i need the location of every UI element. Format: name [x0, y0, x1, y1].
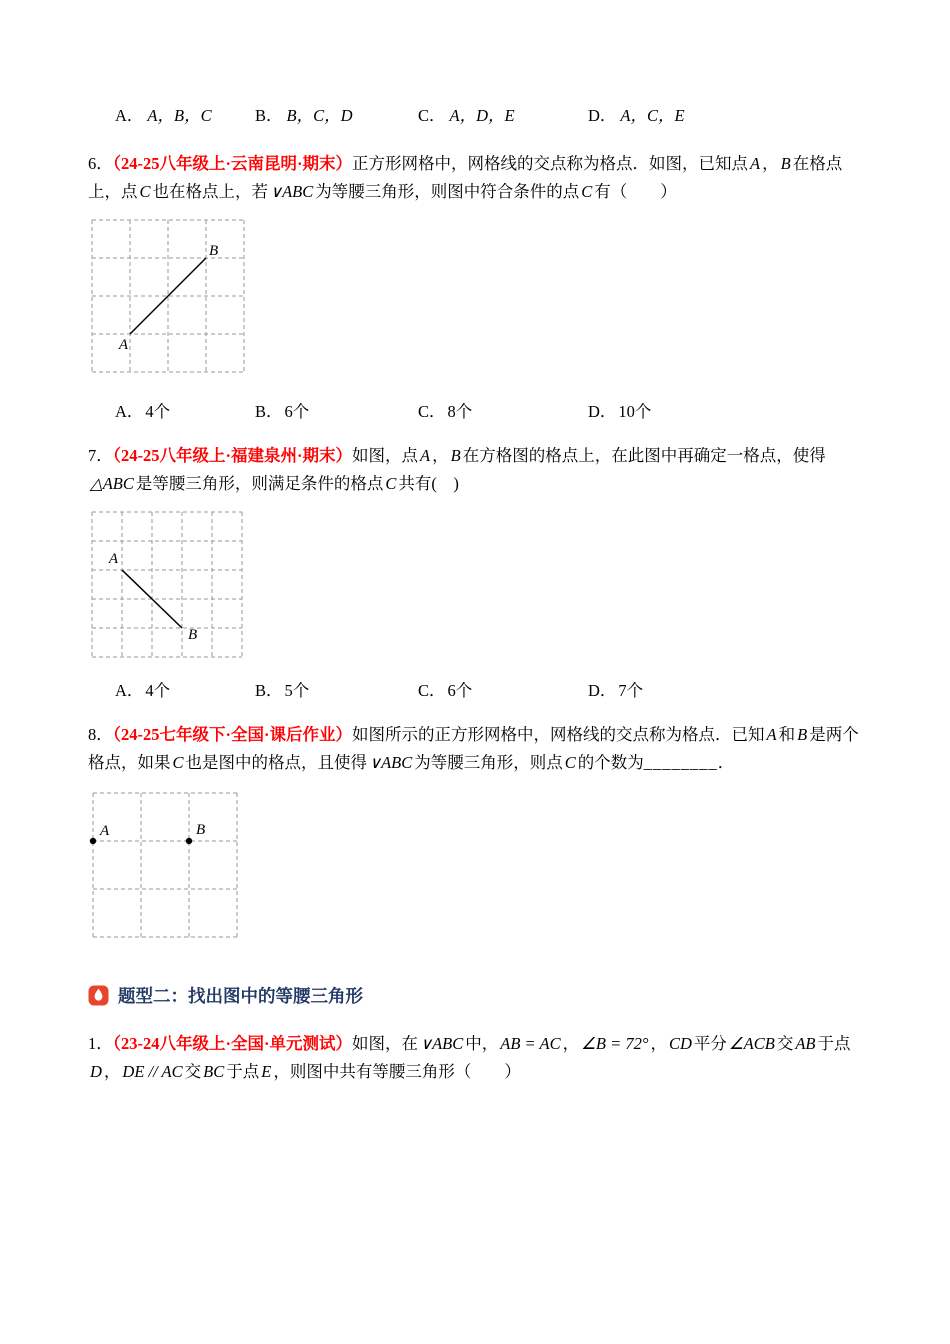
option-b — [255, 398, 418, 426]
question-8-text — [88, 721, 872, 777]
option-d — [588, 102, 872, 130]
text-segment: ∠B = 72° — [581, 1034, 649, 1053]
option-letter: B． — [255, 681, 283, 700]
text-segment: C — [172, 753, 184, 772]
point-label-a: A — [100, 823, 110, 839]
option-c — [418, 102, 588, 130]
option-d — [588, 677, 872, 705]
option-letter: C． — [418, 106, 446, 125]
option-a — [115, 398, 255, 426]
option-letter: A． — [115, 681, 144, 700]
text-segment: 也是图中的格点，且使得 — [185, 753, 368, 772]
option-letter: B． — [255, 402, 283, 421]
grid-figure-q7 — [88, 508, 872, 661]
question-7-options-row — [115, 677, 872, 705]
text-segment: 交 — [776, 1034, 794, 1053]
question-number: 1． — [88, 1034, 113, 1053]
text-segment: BC — [203, 1062, 225, 1081]
option-b — [255, 677, 418, 705]
question-source: （24-25八年级上·福建泉州·期末） — [112, 446, 352, 465]
text-segment: 如图，在 — [352, 1034, 418, 1053]
text-segment: △ABC — [90, 474, 134, 493]
text-segment: 在格点上，点 — [88, 154, 843, 201]
question-source: （24-25七年级下·全国·课后作业） — [112, 725, 352, 744]
text-segment: AB = AC — [500, 1034, 561, 1053]
option-letter: D． — [588, 681, 617, 700]
text-segment: C — [581, 182, 593, 201]
text-segment: ∠ACB — [728, 1034, 775, 1053]
text-segment: 于点 — [226, 1062, 260, 1081]
text-segment: C — [564, 753, 576, 772]
text-segment: 为等腰三角形，则图中符合条件的点 — [315, 182, 580, 201]
option-text: 4个 — [145, 402, 171, 421]
grid-figure-q6-svg — [88, 216, 248, 376]
question-number: 7． — [88, 446, 113, 465]
grid-figure-q7-svg — [88, 508, 246, 661]
text-segment: CD — [668, 1034, 692, 1053]
option-a — [115, 102, 255, 130]
text-segment: ∨ABC — [270, 182, 314, 201]
text-segment: B — [780, 154, 791, 173]
option-letter: A． — [115, 106, 144, 125]
point-label-b: B — [188, 627, 198, 643]
dashed-grid — [93, 793, 237, 937]
text-segment: ________ — [643, 753, 718, 772]
text-segment: 交 — [184, 1062, 202, 1081]
text-segment: C — [139, 182, 151, 201]
option-letter: C． — [418, 681, 446, 700]
text-segment: ，则图中共有等腰三角形（ ） — [273, 1062, 521, 1081]
text-segment: 有（ ） — [594, 182, 677, 201]
option-b — [255, 102, 418, 130]
text-segment: DE // AC — [122, 1062, 183, 1081]
flame-badge-icon — [88, 985, 109, 1006]
text-segment: D — [90, 1062, 102, 1081]
option-text: 10个 — [618, 402, 652, 421]
option-c — [418, 398, 588, 426]
option-c — [418, 677, 588, 705]
option-text: 8个 — [447, 402, 473, 421]
text-segment: A — [420, 446, 431, 465]
question-number: 8． — [88, 725, 113, 744]
text-segment: ． — [717, 753, 735, 772]
text-segment: 也在格点上，若 — [152, 182, 269, 201]
option-text: A，D，E — [449, 106, 515, 125]
text-segment: AB — [795, 1034, 816, 1053]
text-segment: ， — [562, 1034, 580, 1053]
point-label-b: B — [209, 243, 219, 259]
question-number: 6． — [88, 154, 113, 173]
text-segment: 在方格图的格点上，在此图中再确定一格点，使得 — [462, 446, 826, 465]
text-segment: ∨ABC — [369, 753, 413, 772]
text-segment: 平分 — [693, 1034, 727, 1053]
text-segment: ， — [432, 446, 449, 465]
option-text: A，B，C — [147, 106, 212, 125]
option-text: 7个 — [618, 681, 644, 700]
text-segment: 共有( ) — [398, 474, 459, 493]
option-text: 6个 — [284, 402, 310, 421]
question-7-text — [88, 442, 872, 498]
text-segment: A — [766, 725, 777, 744]
option-letter: D． — [588, 106, 617, 125]
option-letter: A． — [115, 402, 144, 421]
grid-figure-q6 — [88, 216, 872, 376]
point-b-dot — [186, 838, 192, 844]
question-6-options-row — [115, 398, 872, 426]
section-header — [88, 983, 872, 1008]
grid-figure-q8 — [88, 789, 872, 941]
question-5-options-row — [115, 102, 872, 130]
text-segment: E — [261, 1062, 272, 1081]
text-segment: 和 — [778, 725, 796, 744]
text-segment: C — [385, 474, 397, 493]
point-a-dot — [90, 838, 96, 844]
text-segment: 是两个格点，如果 — [88, 725, 859, 772]
grid-figure-q8-svg — [88, 789, 246, 941]
question-1-text — [88, 1030, 872, 1086]
option-text: 4个 — [145, 681, 171, 700]
point-label-a: A — [118, 337, 128, 353]
option-a — [115, 677, 255, 705]
question-source: （24-25八年级上·云南昆明·期末） — [112, 154, 352, 173]
text-segment: ∨ABC — [420, 1034, 464, 1053]
option-letter: D． — [588, 402, 617, 421]
option-text: B，C，D — [286, 106, 353, 125]
text-segment: 的个数为 — [577, 753, 644, 772]
text-segment: 如图所示的正方形网格中，网格线的交点称为格点．已知 — [352, 725, 765, 744]
option-letter: C． — [418, 402, 446, 421]
text-segment: ， — [650, 1034, 667, 1053]
option-text: A，C，E — [620, 106, 685, 125]
text-segment: 于点 — [817, 1034, 851, 1053]
text-segment: B — [450, 446, 461, 465]
option-letter: B． — [255, 106, 283, 125]
question-source: （23-24八年级上·全国·单元测试） — [112, 1034, 352, 1053]
text-segment: 中， — [465, 1034, 499, 1053]
text-segment: 是等腰三角形，则满足条件的格点 — [135, 474, 384, 493]
text-segment: ， — [762, 154, 779, 173]
text-segment: ， — [103, 1062, 121, 1081]
text-segment: 如图，点 — [352, 446, 418, 465]
dashed-grid — [92, 512, 242, 657]
point-label-a: A — [108, 551, 118, 567]
text-segment: B — [797, 725, 808, 744]
option-text: 5个 — [284, 681, 310, 700]
text-segment: 为等腰三角形，则点 — [414, 753, 563, 772]
text-segment: A — [750, 154, 761, 173]
option-d — [588, 398, 872, 426]
section-title: 题型二：找出图中的等腰三角形 — [118, 986, 363, 1006]
question-6-text — [88, 150, 872, 206]
text-segment: 正方形网格中，网格线的交点称为格点．如图，已知点 — [352, 154, 748, 173]
point-label-b: B — [196, 822, 206, 838]
option-text: 6个 — [447, 681, 473, 700]
